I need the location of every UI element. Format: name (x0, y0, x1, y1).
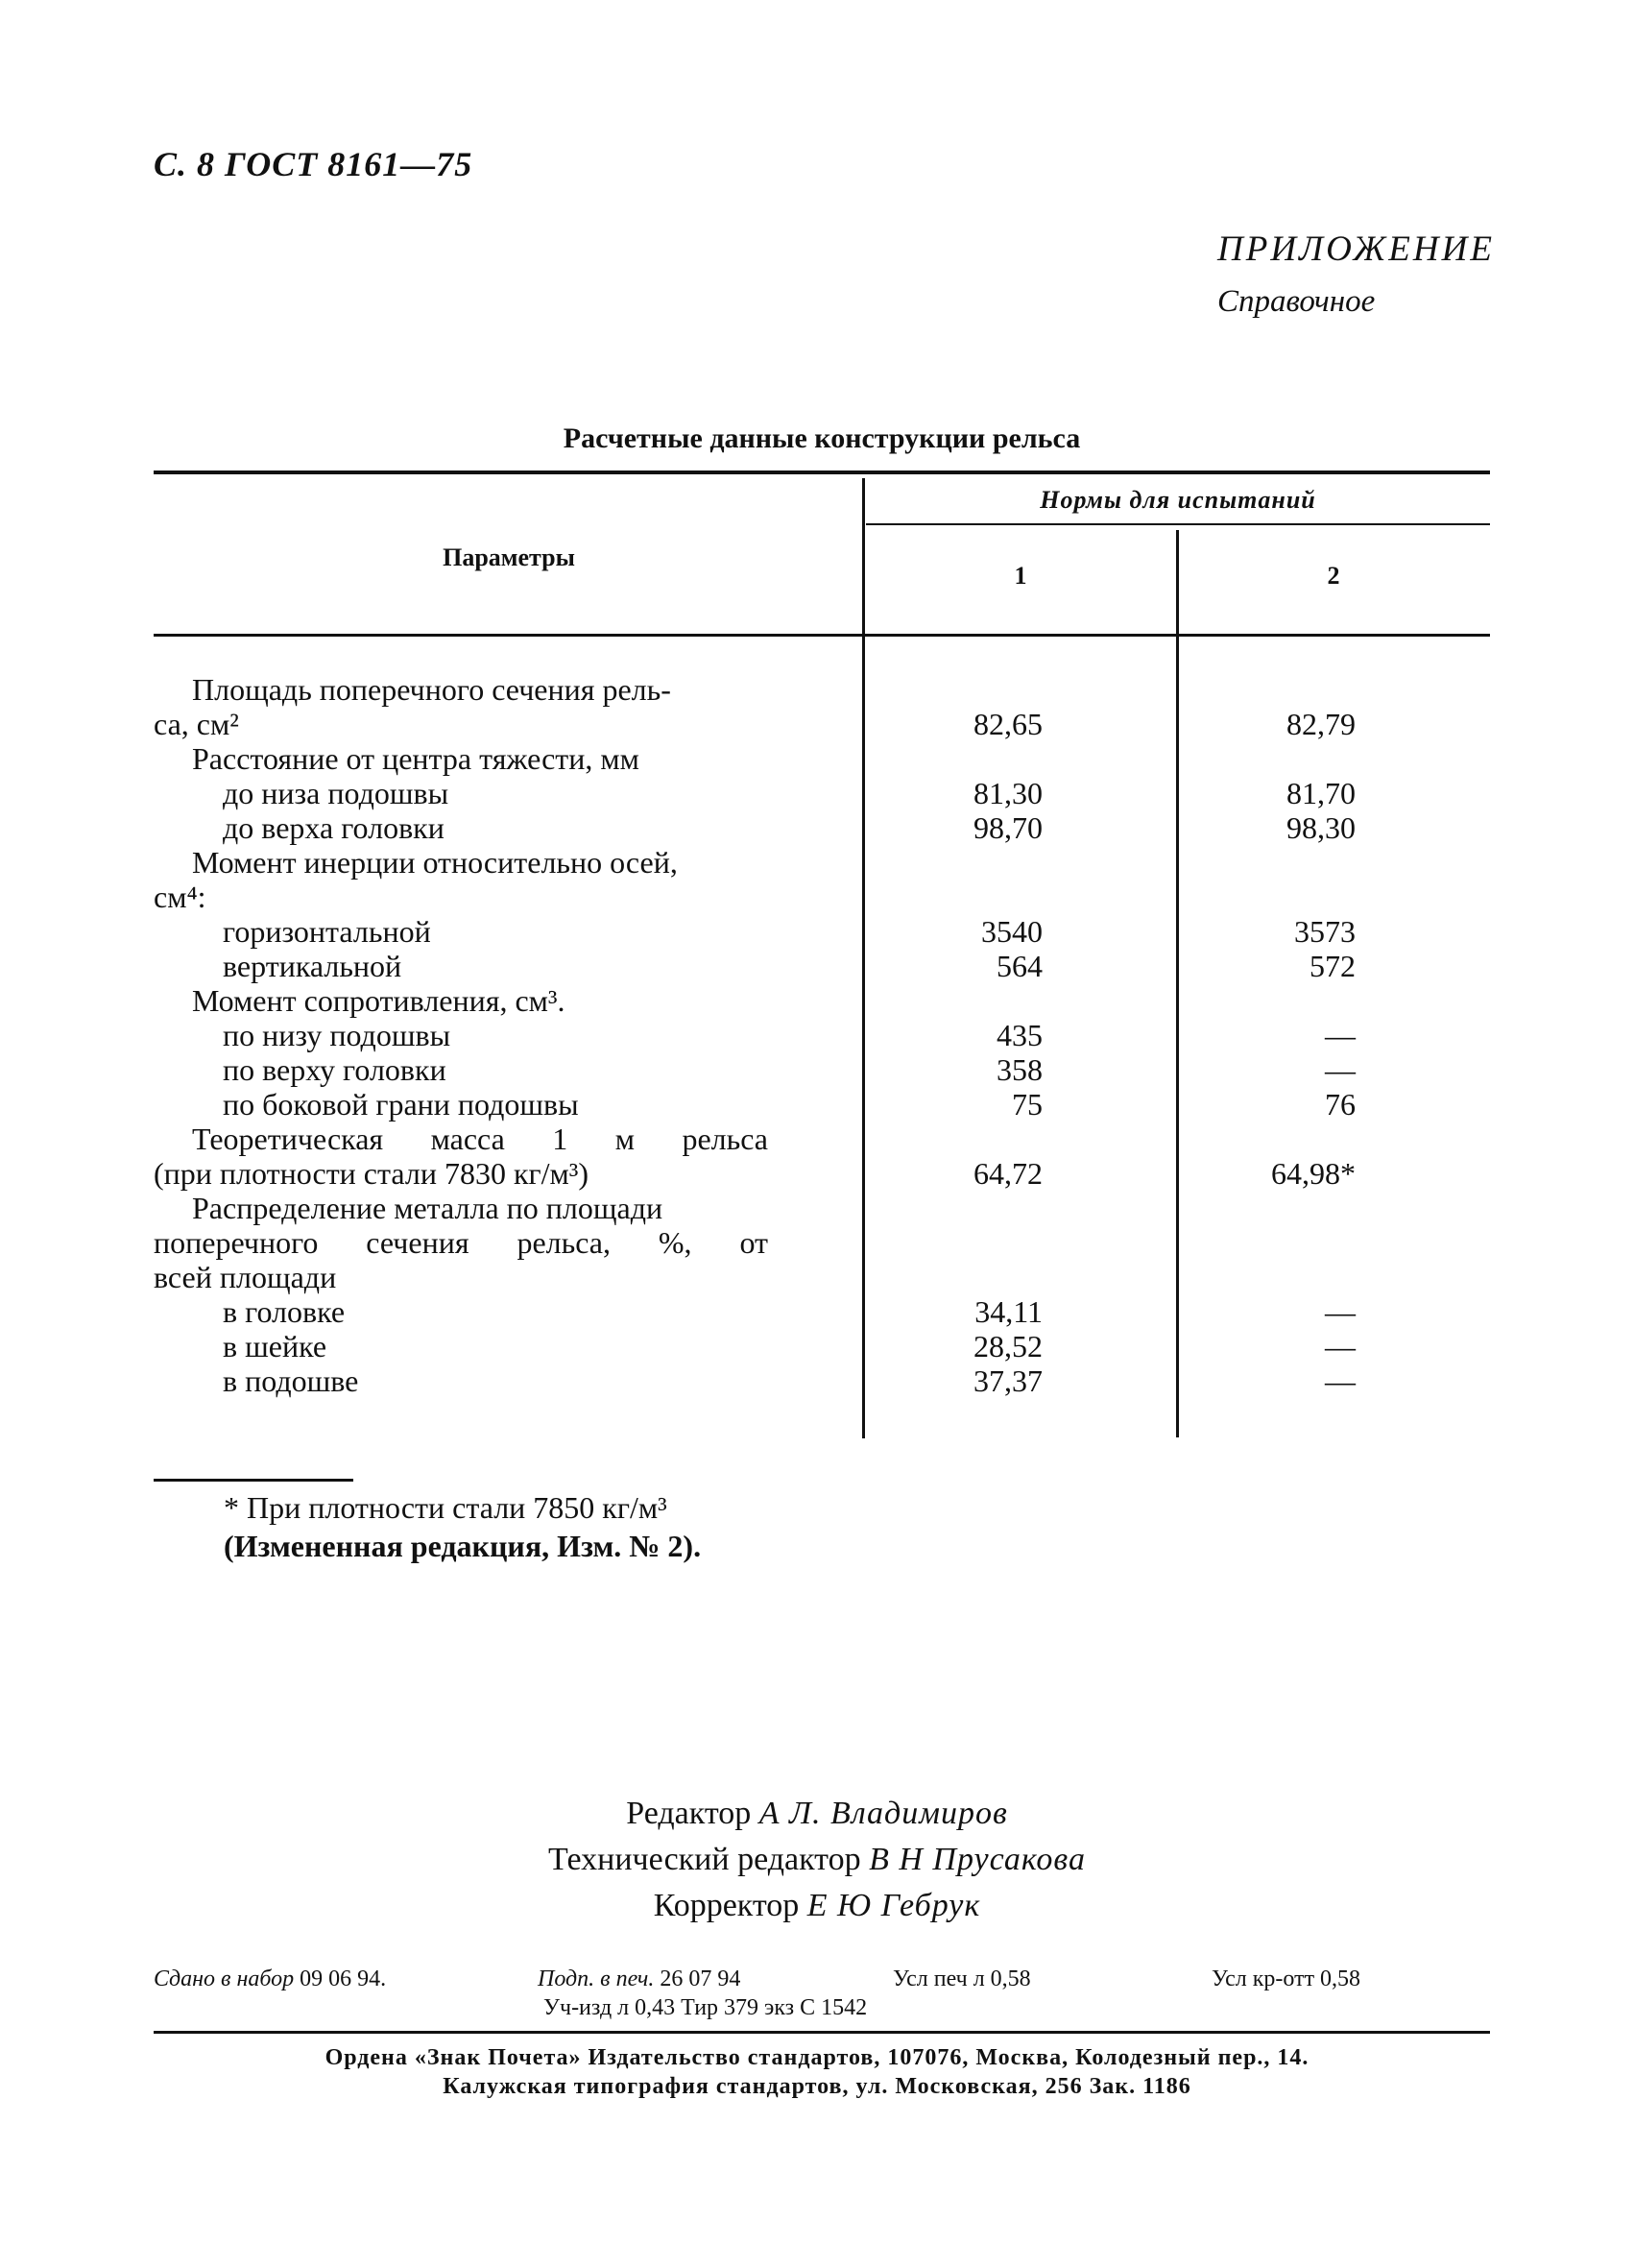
imprint-sent-date: 09 06 94. (300, 1966, 387, 1991)
appendix-title: ПРИЛОЖЕНИЕ (1217, 229, 1495, 269)
value-norm-2: 64,98* (1271, 1156, 1356, 1191)
publisher-line-1: Ордена «Знак Почета» Издательство стандартов, 107076, Москва, Колодезный пер., 14. (324, 2045, 1310, 2070)
value-norm-1: 3540 (981, 914, 1043, 949)
credit-label: Корректор (653, 1888, 800, 1923)
parameter-cell: вертикальной (223, 949, 402, 983)
imprint-cr-ott: Усл кр-отт 0,58 (1212, 1966, 1361, 1991)
credit-name: А Л. Владимиров (758, 1796, 1008, 1831)
credit-label: Редактор (626, 1796, 752, 1831)
footnote-density: * При плотности стали 7850 кг/м³ (224, 1490, 667, 1525)
value-norm-1: 34,11 (974, 1294, 1043, 1329)
imprint-sent-label: Сдано в набор (154, 1966, 295, 1991)
credit-editor (0, 1791, 1634, 1837)
value-norm-1: 564 (997, 949, 1043, 983)
column-header-1: 1 (1014, 562, 1027, 590)
credit-name: В Н Прусакова (869, 1842, 1086, 1877)
table-top-rule (154, 470, 1490, 474)
parameter-cell: всей площади (154, 1260, 337, 1294)
parameter-cell: по низу подошвы (223, 1018, 451, 1052)
table-title: Расчетные данные конструкции рельса (563, 422, 1081, 454)
credit-label: Технический редактор (548, 1842, 861, 1877)
imprint-line2: Уч-изд л 0,43 Тир 379 экз С 1542 (543, 1995, 868, 2020)
footnote-rule (154, 1479, 353, 1482)
parameter-cell: горизонтальной (223, 914, 431, 949)
value-norm-2: 3573 (1294, 914, 1356, 949)
publisher-line-2: Калужская типография стандартов, ул. Московская, 256 Зак. 1186 (443, 2074, 1191, 2099)
value-norm-2: 76 (1325, 1087, 1356, 1122)
parameter-cell: см⁴: (154, 880, 206, 914)
value-norm-1: 64,72 (973, 1156, 1043, 1191)
parameter-cell: по боковой грани подошвы (223, 1087, 579, 1122)
imprint-print-sheets: Усл печ л 0,58 (893, 1966, 1031, 1991)
parameter-cell: Расстояние от центра тяжести, мм (192, 741, 639, 776)
column-divider-1 (862, 478, 865, 1438)
value-norm-2: 82,79 (1286, 707, 1356, 741)
parameter-cell: в головке (223, 1294, 346, 1329)
value-norm-1: 81,30 (973, 776, 1043, 810)
imprint-sent (154, 1966, 386, 1992)
value-norm-1: 98,70 (973, 810, 1043, 845)
imprint-signed-date: 26 07 94 (660, 1966, 741, 1991)
parameter-cell: в шейке (223, 1329, 327, 1363)
parameter-cell: Распределение металла по площади (192, 1191, 663, 1225)
value-norm-1: 28,52 (973, 1329, 1043, 1363)
publisher-rule (154, 2031, 1490, 2034)
value-norm-2: — (1325, 1329, 1356, 1363)
parameter-cell: поперечного сечения рельса, %, от (154, 1225, 768, 1260)
header-bottom-rule (154, 634, 1490, 637)
column-header-2: 2 (1327, 562, 1340, 590)
parameter-cell: Момент сопротивления, см³. (192, 983, 565, 1018)
value-norm-2: — (1325, 1018, 1356, 1052)
appendix-subtitle: Справочное (1217, 284, 1376, 319)
parameter-cell: до низа подошвы (223, 776, 449, 810)
norms-rule (866, 523, 1490, 525)
value-norm-1: 435 (997, 1018, 1043, 1052)
value-norm-2: — (1325, 1294, 1356, 1329)
parameter-cell: Теоретическая масса 1 м рельса (192, 1122, 768, 1156)
credit-tech-editor (0, 1837, 1634, 1883)
value-norm-1: 358 (997, 1052, 1043, 1087)
parameter-cell: до верха головки (223, 810, 445, 845)
credit-corrector (0, 1883, 1634, 1929)
value-norm-2: 572 (1310, 949, 1356, 983)
value-norm-2: 81,70 (1286, 776, 1356, 810)
imprint-signed (538, 1966, 740, 1992)
value-norm-1: 75 (1012, 1087, 1043, 1122)
parameter-cell: Момент инерции относительно осей, (192, 845, 678, 880)
column-divider-2 (1176, 530, 1179, 1437)
parameter-cell: са, см² (154, 707, 239, 741)
value-norm-2: 98,30 (1286, 810, 1356, 845)
column-header-parameters: Параметры (443, 543, 575, 571)
parameter-cell: (при плотности стали 7830 кг/м³) (154, 1156, 589, 1191)
value-norm-2: — (1325, 1363, 1356, 1398)
parameter-cell: по верху головки (223, 1052, 446, 1087)
imprint-signed-label: Подп. в печ. (538, 1966, 655, 1991)
page-header: С. 8 ГОСТ 8161—75 (154, 145, 473, 183)
credit-name: Е Ю Гебрук (806, 1888, 981, 1923)
column-header-norms: Нормы для испытаний (1040, 486, 1316, 514)
parameter-cell: Площадь поперечного сечения рель- (192, 672, 671, 707)
value-norm-1: 82,65 (973, 707, 1043, 741)
value-norm-1: 37,37 (973, 1363, 1043, 1398)
parameter-cell: в подошве (223, 1363, 359, 1398)
footnote-revision: (Измененная редакция, Изм. № 2). (224, 1529, 702, 1563)
value-norm-2: — (1325, 1052, 1356, 1087)
